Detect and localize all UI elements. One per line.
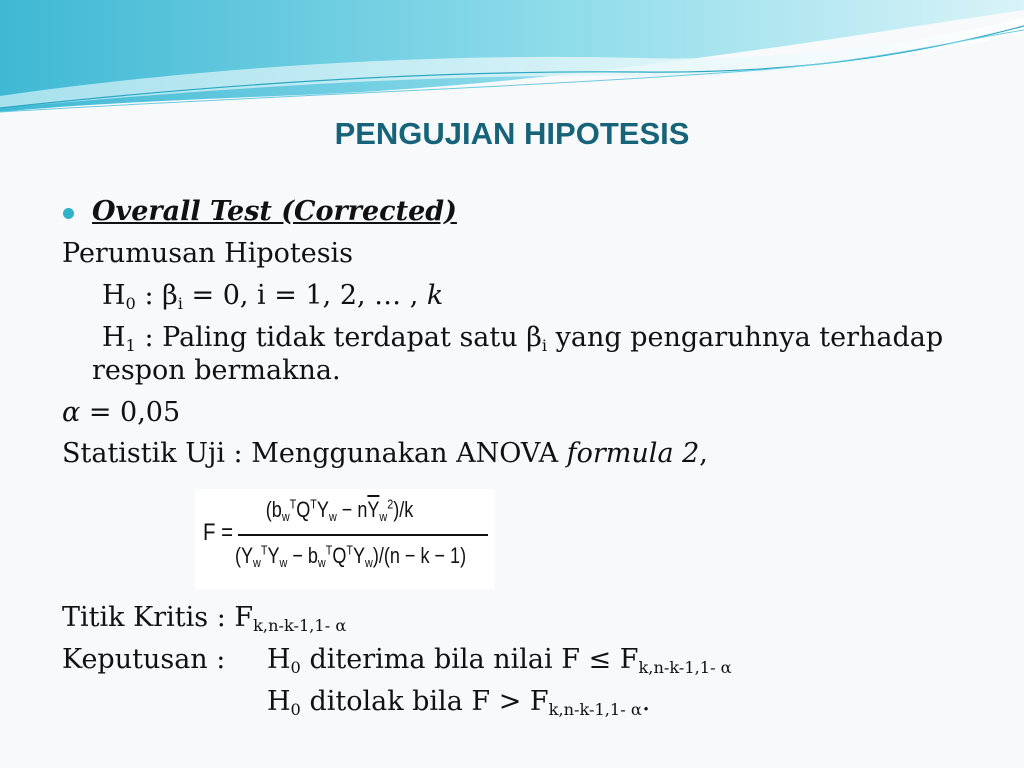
formula-denominator: $(Y_w^TY_w - b_w^TQ^TY_w)/(n - k - 1)$ [235,542,467,570]
f-statistic-formula [195,489,495,589]
titik-kritis: Titik Kritis : $F_{k,n-k-1,1- \alpha}$ [62,602,347,635]
keputusan-reject: $H_0$ ditolak bila $F > F_{k,n-k-1,1- \alpha}$. [267,686,651,719]
formula-numerator: $(b_w^TQ^TY_w - n\overline{Y}_w^2)/k$ [265,496,414,524]
alpha-value: α = 0,05 [62,397,181,428]
bullet-icon [63,208,74,219]
fraction-bar [238,534,488,536]
h0-hypothesis: $H_0$ : $\beta_i = 0$, i = 1, 2, … , k [102,280,444,313]
keputusan-label: Keputusan : [62,644,226,675]
h1-hypothesis: $H_1$ : Paling tidak terdapat satu $\beta_i$ yang pengaruhnya terhadap [102,322,944,355]
overall-test-heading: Overall Test (Corrected) [92,196,457,227]
header-wave-decoration [0,0,1024,120]
slide-title: PENGUJIAN HIPOTESIS [334,116,690,151]
keputusan-accept: $H_0$ diterima bila nilai $F \le F_{k,n-k-1,1- \alpha}$ [267,644,732,677]
statistik-uji: Statistik Uji : Menggunakan ANOVA formula 2, [62,438,708,469]
formula-label: F = [203,519,234,546]
perumusan-heading: Perumusan Hipotesis [62,238,354,269]
h1-hypothesis-continued: respon bermakna. [92,355,341,386]
